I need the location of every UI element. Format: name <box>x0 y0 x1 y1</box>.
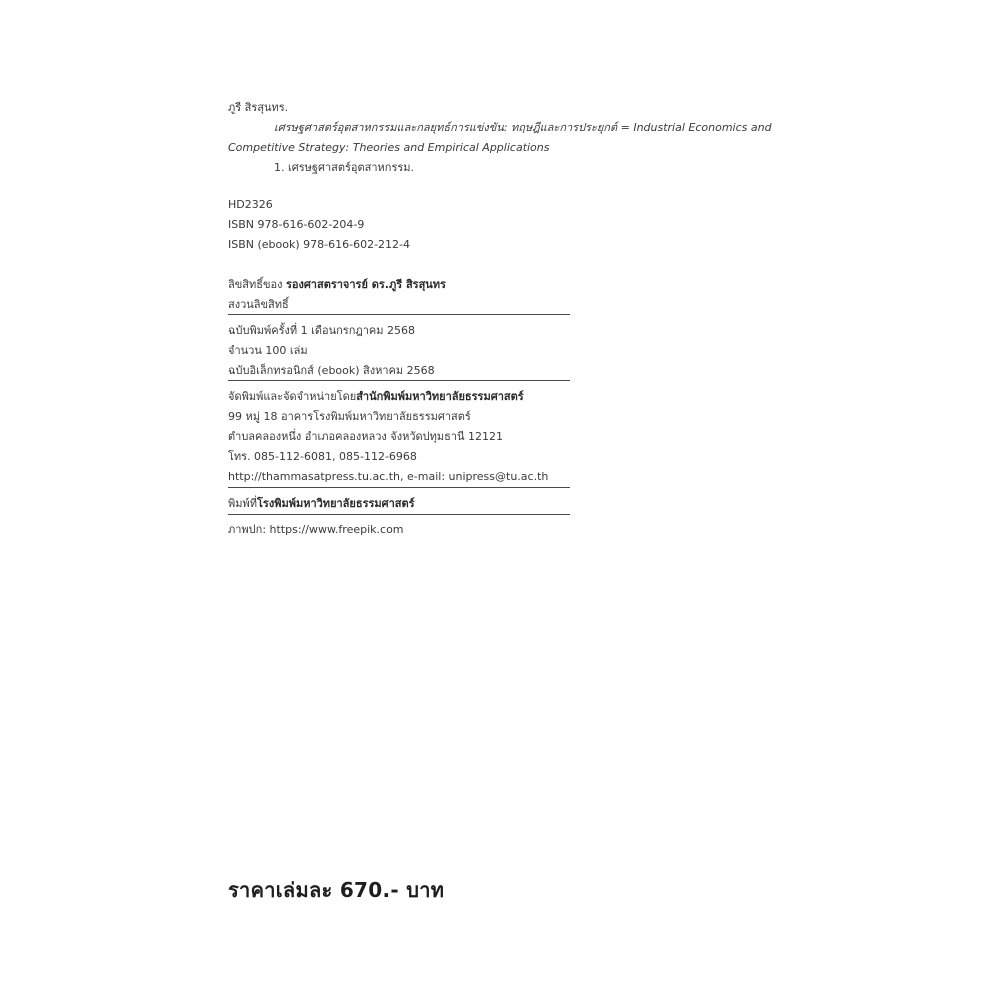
divider <box>228 514 570 515</box>
first-print: ฉบับพิมพ์ครั้งที่ 1 เดือนกรกฎาคม 2568 <box>228 324 416 337</box>
divider <box>228 380 570 381</box>
identifiers <box>228 195 410 255</box>
print-copies: จำนวน 100 เล่ม <box>228 344 308 357</box>
printer-label: พิมพ์ที่ <box>228 497 258 510</box>
author-line: ภูรี สิรสุนทร. <box>228 101 289 114</box>
ebook-edition: ฉบับอิเล็กทรอนิกส์ (ebook) สิงหาคม 2568 <box>228 364 435 377</box>
title-line-continued: Competitive Strategy: Theories and Empirical Applications <box>228 141 550 154</box>
price-label: ราคาเล่มละ 670.- บาท <box>228 878 445 902</box>
printer-section <box>228 494 570 514</box>
publisher-line <box>228 387 570 407</box>
cover-credit-section <box>228 520 570 540</box>
publisher-web-email: http://thammasatpress.tu.ac.th, e-mail: unipress@tu.ac.th <box>228 470 549 483</box>
rights-reserved: สงวนลิขสิทธิ์ <box>228 298 289 311</box>
printer-name: โรงพิมพ์มหาวิทยาลัยธรรมศาสตร์ <box>257 497 415 510</box>
publisher-label: จัดพิมพ์และจัดจำหน่ายโดย <box>228 390 357 403</box>
cip-record <box>228 98 772 178</box>
copyright-holder-name: รองศาสตราจารย์ ดร.ภูรี สิรสุนทร <box>285 278 446 291</box>
divider <box>228 314 570 315</box>
title-line: เศรษฐศาสตร์อุตสาหกรรมและกลยุทธ์การแข่งขัน: ทฤษฎีและการประยุกต์ = Industrial Economics and <box>274 121 772 134</box>
publisher-address-2: ตำบลคลองหนึ่ง อำเภอคลองหลวง จังหวัดปทุมธานี 12121 <box>228 430 504 443</box>
classification-number: HD2326 <box>228 198 273 211</box>
publisher-phone: โทร. 085-112-6081, 085-112-6968 <box>228 450 417 463</box>
divider <box>228 487 570 488</box>
publisher-section <box>228 387 570 487</box>
subject-heading: 1. เศรษฐศาสตร์อุตสาหกรรม. <box>274 161 415 174</box>
publisher-address-1: 99 หมู่ 18 อาคารโรงพิมพ์มหาวิทยาลัยธรรมศาสตร์ <box>228 410 471 423</box>
cover-credit: ภาพปก: https://www.freepik.com <box>228 523 404 536</box>
copyright-holder-label: ลิขสิทธิ์ของ <box>228 278 286 291</box>
copyright-section <box>228 275 570 315</box>
isbn-print: ISBN 978-616-602-204-9 <box>228 218 365 231</box>
copyright-holder <box>228 275 570 295</box>
isbn-ebook: ISBN (ebook) 978-616-602-212-4 <box>228 238 411 251</box>
publisher-name: สำนักพิมพ์มหาวิทยาลัยธรรมศาสตร์ <box>356 390 524 403</box>
printer-line <box>228 494 570 514</box>
edition-section <box>228 321 570 381</box>
